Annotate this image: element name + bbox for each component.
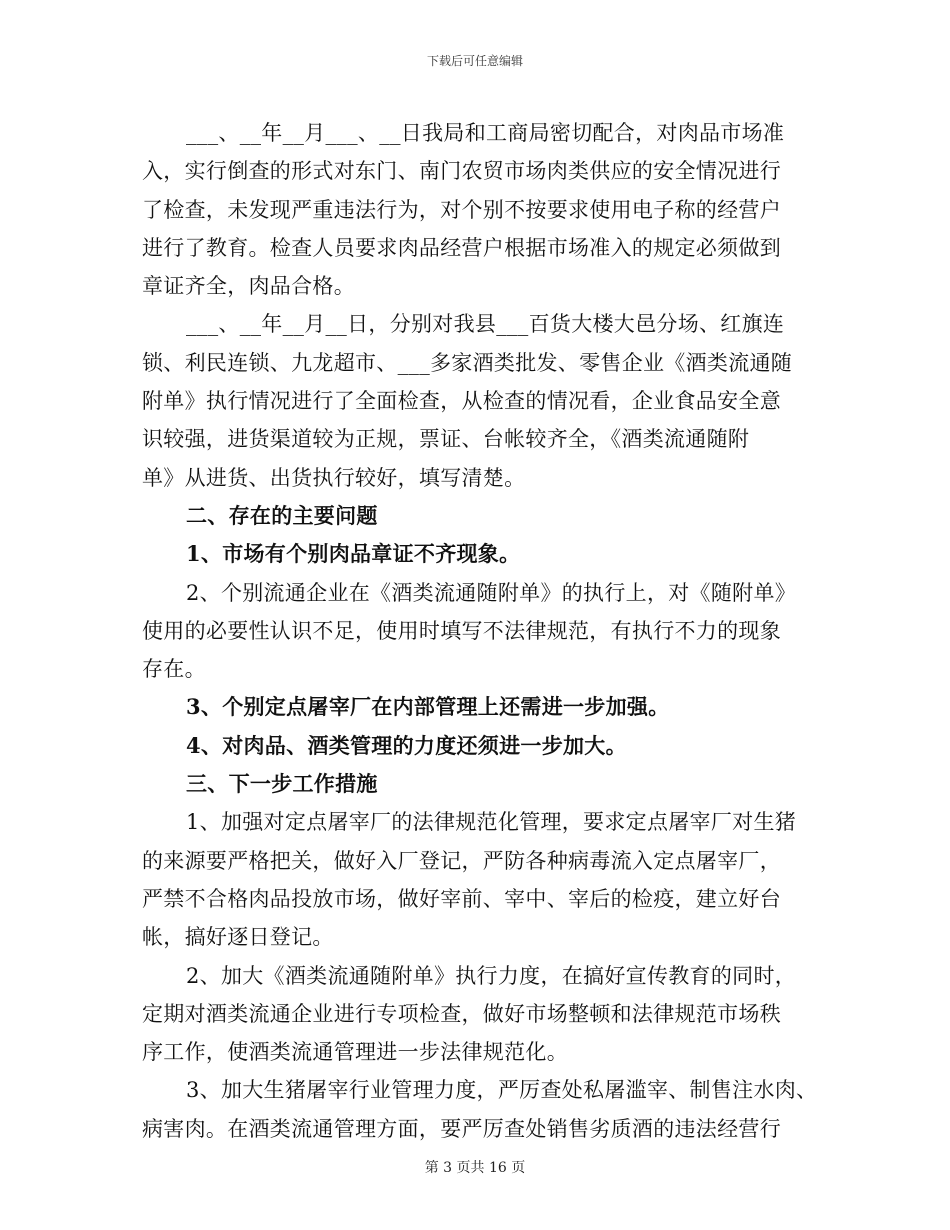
paragraph-line: 了检查，未发现严重违法行为，对个别不按要求使用电子称的经营户 — [142, 197, 781, 222]
paragraph-line: 识较强，进货渠道较为正规，票证、台帐较齐全，《酒类流通随附 — [142, 427, 750, 452]
paragraph-line: ___、__年__月___、__日我局和工商局密切配合，对肉品市场准 — [186, 121, 785, 145]
page-header: 下载后可任意编辑 — [426, 54, 523, 68]
paragraph-line: 3、加大生猪屠宰行业管理力度，严厉查处私屠滥宰、制售注水肉、 — [186, 1078, 818, 1103]
paragraph-line: 锁、利民连锁、九龙超市、___多家酒类批发、零售企业《酒类流通随 — [142, 350, 793, 375]
paragraph-line: 使用的必要性认识不足，使用时填写不法律规范，有执行不力的现象 — [142, 618, 781, 643]
paragraph-line: 的来源要严格把关，做好入厂登记，严防各种病毒流入定点屠宰厂， — [142, 848, 781, 873]
paragraph-line: 2、加大《酒类流通随附单》执行力度，在搞好宣传教育的同时， — [186, 963, 797, 988]
paragraph-line: 定期对酒类流通企业进行专项检查，做好市场整顿和法律规范市场秩 — [142, 1001, 781, 1026]
section-heading-line: 3、个别定点屠宰厂在内部管理上还需进一步加强。 — [186, 694, 670, 720]
paragraph-line: 序工作，使酒类流通管理进一步法律规范化。 — [142, 1040, 568, 1065]
section-heading-line: 二、存在的主要问题 — [186, 502, 378, 528]
paragraph-line: 章证齐全，肉品合格。 — [142, 274, 355, 299]
paragraph-line: 入，实行倒查的形式对东门、南门农贸市场肉类供应的安全情况进行 — [142, 159, 781, 184]
paragraph-line: 病害肉。在酒类流通管理方面，要严厉查处销售劣质酒的违法经营行 — [142, 1116, 781, 1141]
section-heading-line: 1、市场有个别肉品章证不齐现象。 — [186, 541, 521, 567]
paragraph-line: 存在。 — [142, 657, 206, 682]
paragraph-line: ___、__年__月__日，分别对我县___百货大楼大邑分场、红旗连 — [186, 312, 785, 337]
section-heading-line: 4、对肉品、酒类管理的力度还须进一步加大。 — [186, 732, 627, 758]
paragraph-line: 2、个别流通企业在《酒类流通随附单》的执行上，对《随附单》 — [186, 580, 797, 605]
document-body — [142, 114, 818, 1148]
paragraph-line: 附单》执行情况进行了全面检查，从检查的情况看，企业食品安全意 — [142, 389, 781, 414]
section-heading-line: 三、下一步工作措施 — [186, 771, 378, 797]
paragraph-line: 进行了教育。检查人员要求肉品经营户根据市场准入的规定必须做到 — [142, 235, 781, 260]
paragraph-line: 帐，搞好逐日登记。 — [142, 925, 334, 950]
paragraph-line: 严禁不合格肉品投放市场，做好宰前、宰中、宰后的检疫，建立好台 — [142, 886, 781, 911]
paragraph-line: 1、加强对定点屠宰厂的法律规范化管理，要求定点屠宰厂对生猪 — [186, 810, 797, 835]
page-footer: 第 3 页共 16 页 — [424, 1160, 526, 1176]
paragraph-line: 单》从进货、出货执行较好，填写清楚。 — [142, 465, 526, 490]
